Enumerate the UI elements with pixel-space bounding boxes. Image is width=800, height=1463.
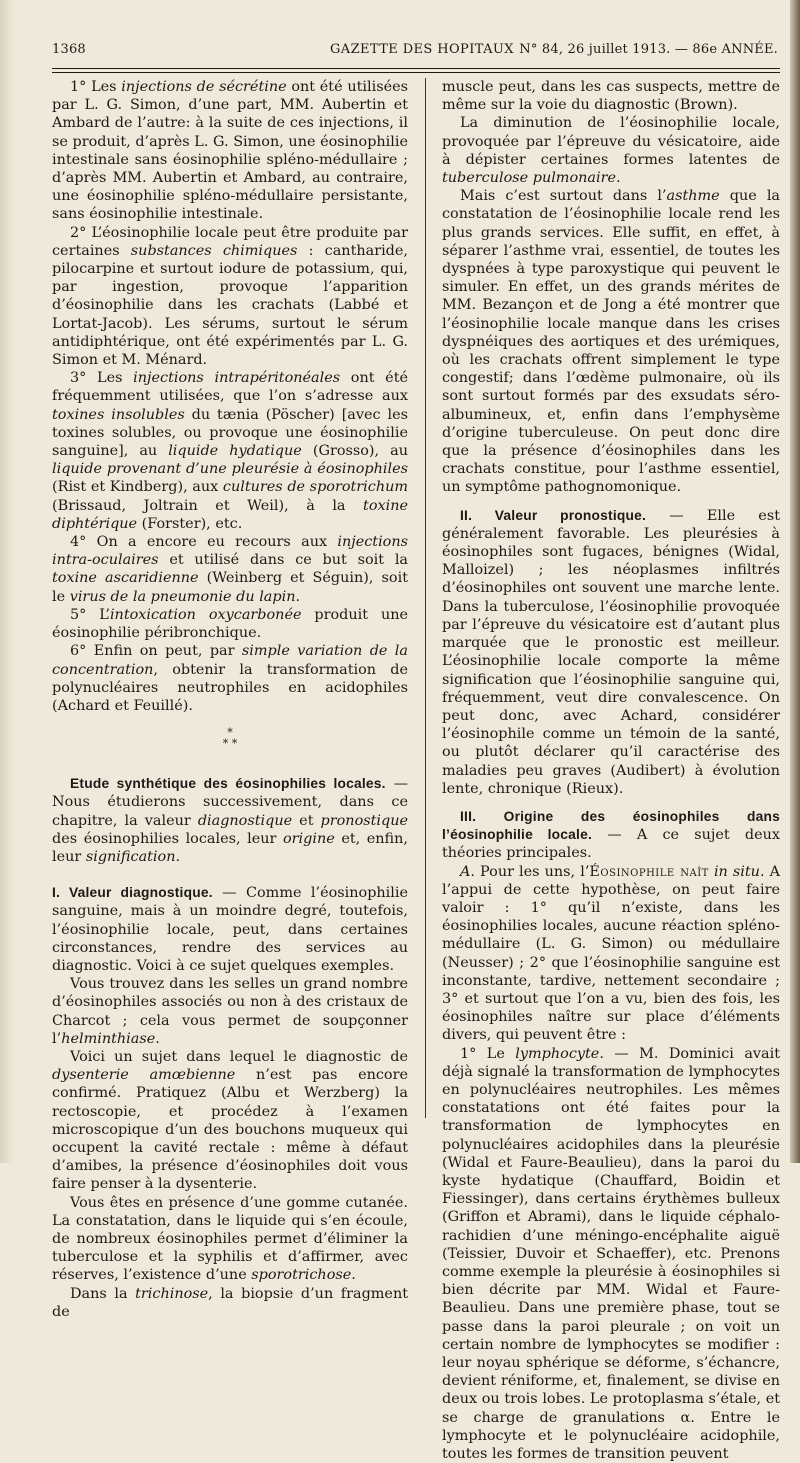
paragraph-asthma: Mais c’est surtout dans l’asthme que la constatation de l’éosinophilie locale rend les plus grands services. Elle suffit, en effet, à séparer l’asthme vrai, essentiel, de toutes les dyspnées à type paroxystique qui peuvent le simuler. En effet, un des grands mérites de MM. Bezançon et de Jong a été montrer que l’éosinophilie locale manque dans les crises dyspnéiques des aortiques et des urémiques, où les crachats offrent simplement le type congestif; dans l’œdème pulmonaire, où ils sont surtout formés par des exsudats séro-albumineux, et, enfin dans l’emphysème d’origine tuberculeuse. On peut donc dire que la présence d’éosinophiles dans les crachats constitue, pour l’asthme essentiel, un symptôme pathognomonique.: [442, 188, 780, 496]
paragraph-chemical-substances: 2° L’éosinophilie locale peut être produite par certaines substances chimiques : cantharide, pilocarpine et surtout iodure de potassium, qui, par ingestion, provoque l’apparition d’éosinophilie dans les crachats (Labbé et Lortat-Jacob). Les sérums, surtout le sérum antidiphtérique, ont été expérimentés par L. G. Simon et M. Ménard.: [52, 224, 408, 369]
asterism: [52, 727, 408, 749]
paragraph-secretine: 1° Les injections de sécrétine ont été utilisées par L. G. Simon, d’une part, MM. Aubertin et Ambard de l’autre: à la suite de ces injections, il se produit, d’après L. G. Simon, une éosinophilie intestinale sans éosinophilie spléno-médullaire ; d’après MM. Aubertin et Ambard, au contraire, une éosinophilie spléno-médullaire persistante, sans éosinophilie intestinale.: [52, 79, 408, 223]
paragraph-helminthiasis: Vous trouvez dans les selles un grand nombre d’éosinophiles associés ou non à des cristaux de Charcot ; cela vous permet de soupçonner l’helminthiase.: [52, 976, 408, 1047]
header-rule-thin: [52, 72, 780, 73]
paragraph-diagnostic-value: I. Valeur diagnostique. — Comme l’éosinophilie sanguine, mais à un moindre degré, toutefois, l’éosinophilie locale, peut, dans certaines circonstances, rendre des services au diagnostic. Voici à ce sujet quelques exemples.: [52, 885, 408, 974]
paragraph-intraocular: 4° On a encore eu recours aux injections intra-oculaires et utilisé dans ce but soit la toxine ascaridienne (Weinberg et Séguin), soit le virus de la pneumonie du lapin.: [52, 534, 408, 605]
heading-origin: III. Origine des éosinophiles dans l’éosinophilie locale.: [442, 808, 780, 843]
paragraph-origin: III. Origine des éosinophiles dans l’éosinophilie locale. — A ce sujet deux théories principales.: [442, 808, 780, 862]
asterism-top: *: [227, 726, 233, 740]
paragraph-muscle: muscle peut, dans les cas suspects, mettre de même sur la voie du diagnostic (Brown).: [442, 79, 780, 114]
paragraph-lymphocyte: 1° Le lymphocyte. — M. Dominici avait déjà signalé la transformation de lymphocytes en polynucléaires neutrophiles. Les mêmes constatations ont été faites pour la transformation de lymphocytes en polynucléaires acidophiles dans la pleurésie (Widal et Faure-Beaulieu), dans la paroi du kyste hydatique (Chauffard, Boidin et Fiessinger), dans certains érythèmes bulleux (Griffon et Abrami), dans le liquide céphalo-rachidien d’une méningo-encéphalite aiguë (Teissier, Duvoir et Schaeffer), etc. Prenons comme exemple la pleurésie à éosinophiles si bien décrite par MM. Widal et Faure-Beaulieu. Dans une première phase, tout se passe dans la paroi pleurale ; on voit un certain nombre de lymphocytes se modifier : leur noyau sphérique se déforme, s’échancre, devient réniforme, et, finalement, se divise en deux ou trois lobes. Le protoplasma s’étale, et se charge de granulations α. Entre le lymphocyte et le polynucléaire acidophile, toutes les formes de transition peuvent: [442, 1045, 780, 1463]
column-divider: [425, 78, 426, 1118]
asterism-bottom: * *: [222, 737, 238, 751]
header-rule-thick: [52, 68, 780, 69]
section-title: Etude synthétique des éosinophilies locales.: [70, 776, 386, 792]
paragraph-intraperitoneal: 3° Les injections intrapéritonéales ont été fréquemment utilisées, que l’on s’adresse aux toxines insolubles du tænia (Pöscher) [avec les toxines solubles, ou provoque une éosinophilie sanguine], au liquide hydatique (Grosso), au liquide provenant d’une pleurésie à éosinophiles (Rist et Kindberg), aux cultures de sporotrichum (Brissaud, Joltrain et Weil), à la toxine diphtérique (Forster), etc.: [52, 370, 408, 532]
paragraph-in-situ: A. Pour les uns, l’Éosinophile naît in situ. A l’appui de cette hypothèse, on peut faire valoir : 1° qu’il n’existe, dans les éosinophilies locales, aucune réaction spléno-médullaire (L. G. Simon) ou médullaire (Neusser) ; 2° que l’éosinophilie sanguine est inconstante, tardive, nettement secondaire ; 3° et surtout que l’on a vu, bien des fois, les éosinophiles naître sur place d’éléments divers, qui peuvent être :: [442, 863, 781, 1044]
page-number: 1368: [52, 42, 86, 57]
paragraph-dysentery: Voici un sujet dans lequel le diagnostic de dysenterie amœbienne n’est pas encore confirmé. Pratiquez (Albu et Werzberg) la rectoscopie, et procédez à l’examen microscopique d’un des bouchons muqueux qui occupent la cavité rectale : même à défaut d’amibes, la présence d’éosinophiles doit vous faire penser à la dysenterie.: [52, 1048, 408, 1193]
running-header: [52, 42, 782, 64]
paragraph-oxycarbon: 5° L’intoxication oxycarbonée produit une éosinophilie péribronchique.: [52, 606, 409, 642]
paragraph-concentration: 6° Enfin on peut, par simple variation de la concentration, obtenir la transformation de polynucléaires neutrophiles en acidophiles (Achard et Feuillé).: [52, 643, 408, 714]
page-edge-right: [790, 0, 800, 1163]
paragraph-synthesis: Etude synthétique des éosinophilies locales. — Nous étudierons successivement, dans ce chapitre, la valeur diagnostique et pronostique des éosinophilies locales, leur origine et, enfin, leur signification.: [52, 776, 409, 865]
issue-info: N° 84, 26 juillet 1913. — 86e ANNÉE.: [519, 42, 778, 57]
heading-prognostic-value: II. Valeur pronostique.: [460, 507, 647, 523]
paragraph-vesicatoire: La diminution de l’éosinophilie locale, provoquée par l’épreuve du vésicatoire, aide à dépister certaines formes latentes de tuberculose pulmonaire.: [442, 115, 780, 187]
spacer: [442, 497, 780, 507]
right-column: [442, 78, 780, 1463]
paragraph-sporotrichosis: Vous êtes en présence d’une gomme cutanée. La constatation, dans le liquide qui s’en écoule, de nombreux éosinophiles permet d’éliminer la tuberculose et la syphilis et d’affirmer, avec réserves, l’existence d’une sporotrichose.: [52, 1194, 408, 1284]
heading-diagnostic-value: I. Valeur diagnostique.: [52, 885, 213, 901]
left-column: [52, 78, 408, 1321]
journal-title: GAZETTE DES HOPITAUX: [330, 42, 514, 57]
paragraph-prognostic-value: II. Valeur pronostique. — Elle est généralement favorable. Les pleurésies à éosinophiles sont fugaces, bénignes (Widal, Malloizel) ; les néoplasmes infiltrés d’éosinophiles ont souvent une marche lente. Dans la tuberculose, l’éosinophilie provoquée par l’épreuve du vésicatoire est d’autant plus marquée que le pronostic est meilleur. L’éosinophilie locale comporte la même signification que l’éosinophilie sanguine qui, fréquemment, veut dire convalescence. On peut donc, avec Achard, considérer l’éosinophile comme un témoin de la santé, ou plutôt déclarer qu’il caractérise des maladies peu graves (Audibert) à évolution lente, chronique (Rieux).: [442, 507, 780, 797]
paragraph-trichinosis: Dans la trichinose, la biopsie d’un fragment de: [52, 1285, 409, 1320]
page-edge-left: [0, 0, 14, 1163]
spacer: [52, 866, 408, 884]
spacer: [442, 798, 780, 808]
